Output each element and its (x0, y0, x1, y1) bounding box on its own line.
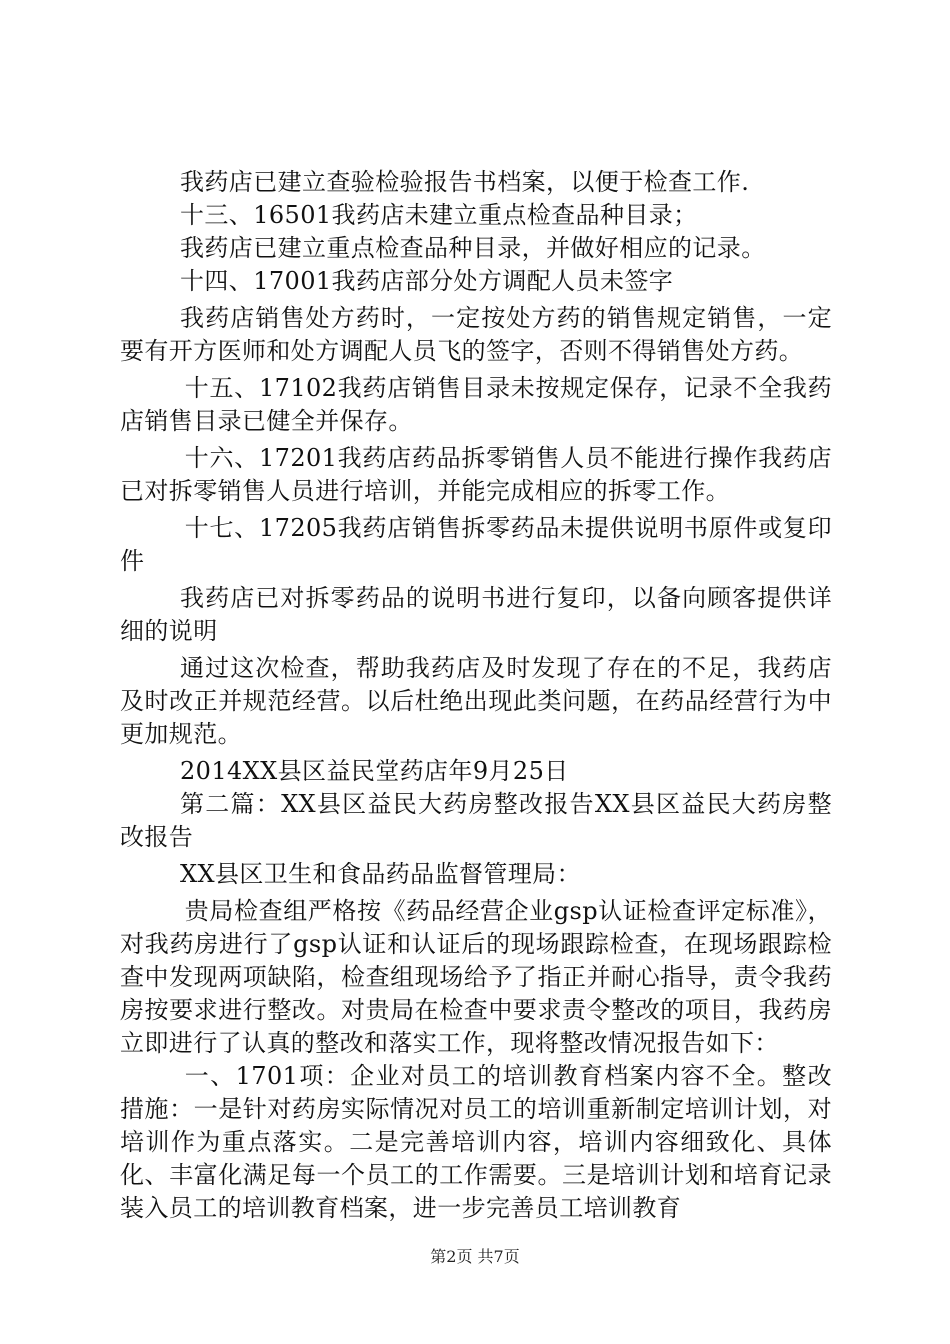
paragraph: 我药店销售处方药时，一定按处方药的销售规定销售，一定要有开方医师和处方调配人员飞的签字，否则不得销售处方药。 (120, 304, 832, 365)
paragraph: 我药店已对拆零药品的说明书进行复印，以备向顾客提供详细的说明 (120, 584, 832, 645)
paragraph: 2014XX县区益民堂药店年9月25日 (180, 757, 569, 785)
paragraph: XX县区卫生和食品药品监督管理局： (180, 860, 581, 888)
page-footer: 第2页 共7页 (430, 1247, 520, 1266)
paragraph: 我药店已建立查验检验报告书档案，以便于检查工作. (180, 168, 750, 196)
paragraph: 十七、17205我药店销售拆零药品未提供说明书原件或复印件 (120, 514, 832, 575)
paragraph: 十四、17001我药店部分处方调配人员未签字 (180, 267, 674, 295)
paragraph: 十六、17201我药店药品拆零销售人员不能进行操作我药店已对拆零销售人员进行培训，并能完成相应的拆零工作。 (120, 444, 832, 505)
paragraph: 我药店已建立重点检查品种目录，并做好相应的记录。 (180, 234, 766, 262)
paragraph: 通过这次检查，帮助我药店及时发现了存在的不足，我药店及时改正并规范经营。以后杜绝出现此类问题，在药品经营行为中更加规范。 (120, 654, 832, 748)
paragraph: 第二篇：XX县区益民大药房整改报告XX县区益民大药房整改报告 (120, 790, 832, 851)
paragraph: 一、1701项：企业对员工的培训教育档案内容不全。整改措施：一是针对药房实际情况对员工的培训重新制定培训计划，对培训作为重点落实。二是完善培训内容，培训内容细致化、具体化、丰富化满足每一个员工的工作需要。三是培训计划和培育记录装入员工的培训教育档案，进一步完善员工培训教育 (120, 1062, 832, 1222)
paragraph: 十五、17102我药店销售目录未按规定保存，记录不全我药店销售目录已健全并保存。 (120, 374, 832, 435)
paragraph: 贵局检查组严格按《药品经营企业gsp认证检查评定标准》，对我药房进行了gsp认证和认证后的现场跟踪检查，在现场跟踪检查中发现两项缺陷，检查组现场给予了指正并耐心指导，责令我药房按要求进行整改。对贵局在检查中要求责令整改的项目，我药房立即进行了认真的整改和落实工作，现将整改情况报告如下： (120, 897, 832, 1057)
paragraph: 十三、16501我药店未建立重点检查品种目录； (180, 201, 698, 229)
document-body (120, 166, 832, 1225)
